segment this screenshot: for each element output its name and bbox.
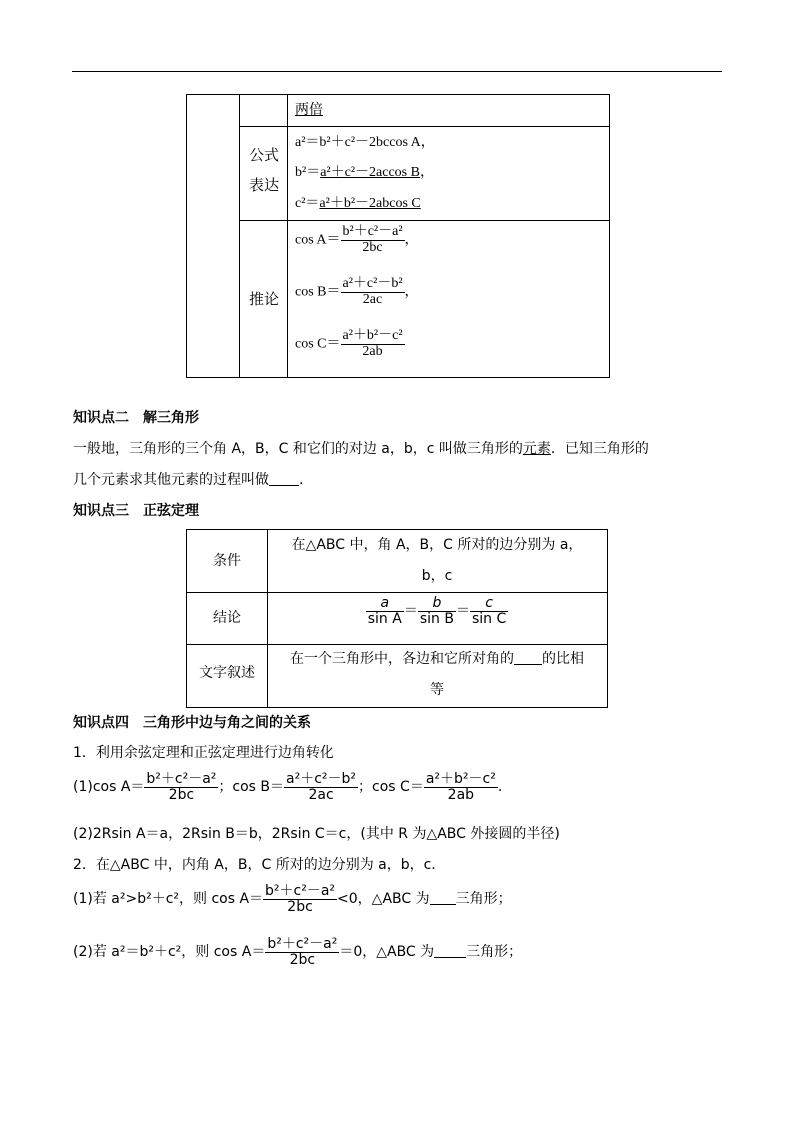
statement-text: 在一个三角形中，各边和它所对角的 的比相 等 — [290, 651, 584, 698]
sine-law-table — [186, 529, 608, 708]
condition-text: 在△ABC 中，角 A，B，C 所对的边分别为 a， b，c — [291, 537, 583, 584]
section4-heading: 知识点四 三角形中边与角之间的关系 — [73, 715, 311, 731]
condition-label: 条件 — [213, 553, 241, 569]
corollary-cos-b: cos B＝ $\frac{\text{a²＋c²－b²}}{2ac}$ ， — [295, 276, 419, 307]
double-angle-cell: 两倍 — [295, 102, 323, 118]
corollary-cos-c: cos C＝ $\frac{\text{a²＋b²－c²}}{2ab}$ — [295, 328, 403, 359]
answer-blank[interactable] — [269, 471, 299, 486]
section2-line1: 一般地，三角形的三个角 A，B，C 和它们的对边 a，b，c 叫做三角形的元素．已知三角形的 — [73, 441, 649, 457]
section2-heading: 知识点二 解三角形 — [73, 410, 199, 426]
conclusion-label: 结论 — [213, 610, 241, 626]
formula-label-2: 表达 — [248, 176, 279, 194]
statement-blank[interactable] — [514, 650, 542, 665]
case1-blank[interactable] — [430, 890, 456, 905]
formula-line-b: b²＝a²＋c²－2accos B， — [295, 165, 434, 180]
case-obtuse: (1)若 a²>b²＋c²，则 cos A＝ $\frac{\text{b²＋c²－a²}}{2bc}$ <0，△ABC 为 三角形； — [73, 883, 512, 915]
equation-cos-conversion: (1)cos A＝ $\frac{\text{b²＋c²－a²}}{2bc}$ ；cos B＝ $\frac{\text{a²＋c²－b²}}{2ac}$ ；cos C＝ $\frac{\text{a²＋b²－c²}}{2ab}$ . — [73, 771, 503, 803]
case2-blank[interactable] — [434, 943, 466, 958]
corollary-label: 推论 — [248, 290, 279, 308]
item1: 1．利用余弦定理和正弦定理进行边角转化 — [73, 745, 334, 761]
formula-label-1: 公式 — [248, 146, 279, 164]
case-right: (2)若 a²＝b²＋c²，则 cos A＝ $\frac{\text{b²＋c²－a²}}{2bc}$ ＝0，△ABC 为 三角形； — [73, 936, 523, 968]
sine-law-formula: $\frac{a}{\text{sin A}}$ ＝ $\frac{b}{\text{sin B}}$ ＝ $\frac{c}{\text{sin C}}$ — [367, 595, 507, 627]
corollary-cos-a: cos A＝ $\frac{\text{b²＋c²－a²}}{2bc}$ ， — [295, 224, 419, 255]
section3-heading: 知识点三 正弦定理 — [73, 503, 199, 519]
formula-line-c: c²＝a²＋b²－2abcos C — [295, 196, 421, 211]
item2: 2．在△ABC 中，内角 A，B，C 所对的边分别为 a，b，c. — [73, 857, 436, 873]
formula-line-a: a²＝b²＋c²－2bccos A， — [295, 135, 435, 150]
section2-line2: 几个元素求其他元素的过程叫做 . — [73, 472, 304, 488]
equation-sine-conversion: (2)2Rsin A＝a，2Rsin B＝b，2Rsin C＝c，(其中 R 为△ABC 外接圆的半径) — [73, 826, 560, 842]
statement-label: 文字叙述 — [199, 665, 255, 681]
header-rule — [72, 71, 722, 72]
cosine-law-table — [186, 94, 610, 378]
